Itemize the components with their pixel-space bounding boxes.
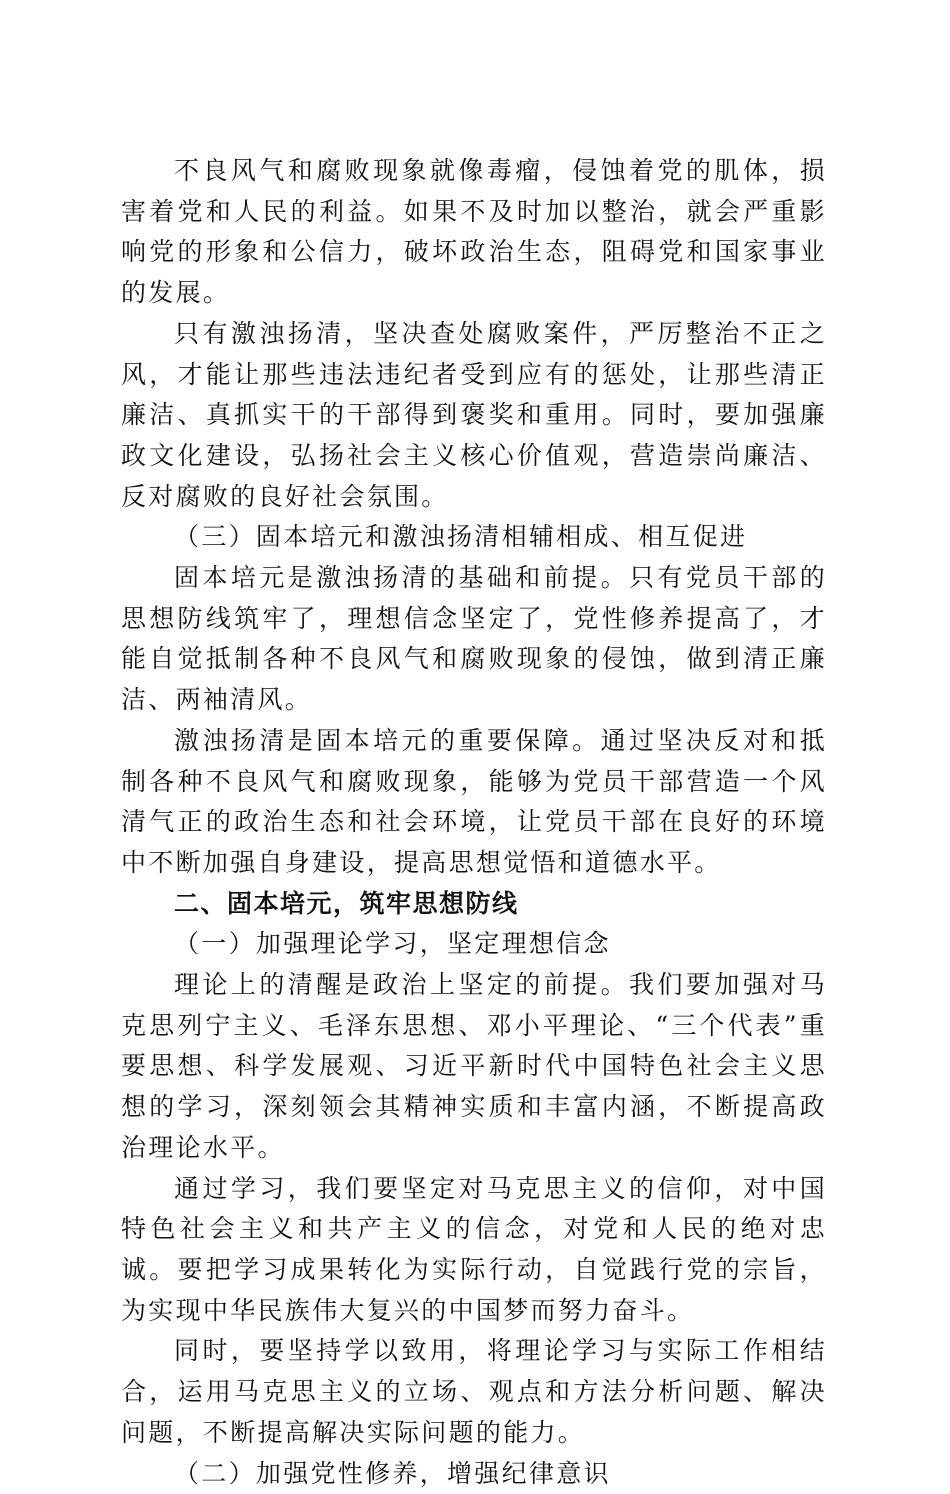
section-subheading: （三）固本培元和激浊扬清相辅相成、相互促进 — [121, 517, 827, 558]
paragraph: 理论上的清醒是政治上坚定的前提。我们要加强对马克思列宁主义、毛泽东思想、邓小平理论、“三个代表”重要思想、科学发展观、习近平新时代中国特色社会主义思想的学习，深刻领会其精神实质和丰富内涵，不断提高政治理论水平。 — [121, 965, 827, 1169]
paragraph: 同时，要坚持学以致用，将理论学习与实际工作相结合，运用马克思主义的立场、观点和方法分析问题、解决问题，不断提高解决实际问题的能力。 — [121, 1331, 827, 1453]
paragraph: 通过学习，我们要坚定对马克思主义的信仰，对中国特色社会主义和共产主义的信念，对党和人民的绝对忠诚。要把学习成果转化为实际行动，自觉践行党的宗旨，为实现中华民族伟大复兴的中国梦而努力奋斗。 — [121, 1169, 827, 1332]
section-heading: 二、固本培元，筑牢思想防线 — [121, 884, 827, 925]
paragraph: 固本培元是激浊扬清的基础和前提。只有党员干部的思想防线筑牢了，理想信念坚定了，党性修养提高了，才能自觉抵制各种不良风气和腐败现象的侵蚀，做到清正廉洁、两袖清风。 — [121, 558, 827, 721]
document-body — [121, 151, 827, 1494]
paragraph: 激浊扬清是固本培元的重要保障。通过坚决反对和抵制各种不良风气和腐败现象，能够为党员干部营造一个风清气正的政治生态和社会环境，让党员干部在良好的环境中不断加强自身建设，提高思想觉悟和道德水平。 — [121, 721, 827, 884]
paragraph: 不良风气和腐败现象就像毒瘤，侵蚀着党的肌体，损害着党和人民的利益。如果不及时加以整治，就会严重影响党的形象和公信力，破坏政治生态，阻碍党和国家事业的发展。 — [121, 151, 827, 314]
section-subheading: （一）加强理论学习，坚定理想信念 — [121, 924, 827, 965]
paragraph: 只有激浊扬清，坚决查处腐败案件，严厉整治不正之风，才能让那些违法违纪者受到应有的惩处，让那些清正廉洁、真抓实干的干部得到褒奖和重用。同时，要加强廉政文化建设，弘扬社会主义核心价值观，营造崇尚廉洁、反对腐败的良好社会氛围。 — [121, 314, 827, 518]
section-subheading: （二）加强党性修养，增强纪律意识 — [121, 1454, 827, 1494]
